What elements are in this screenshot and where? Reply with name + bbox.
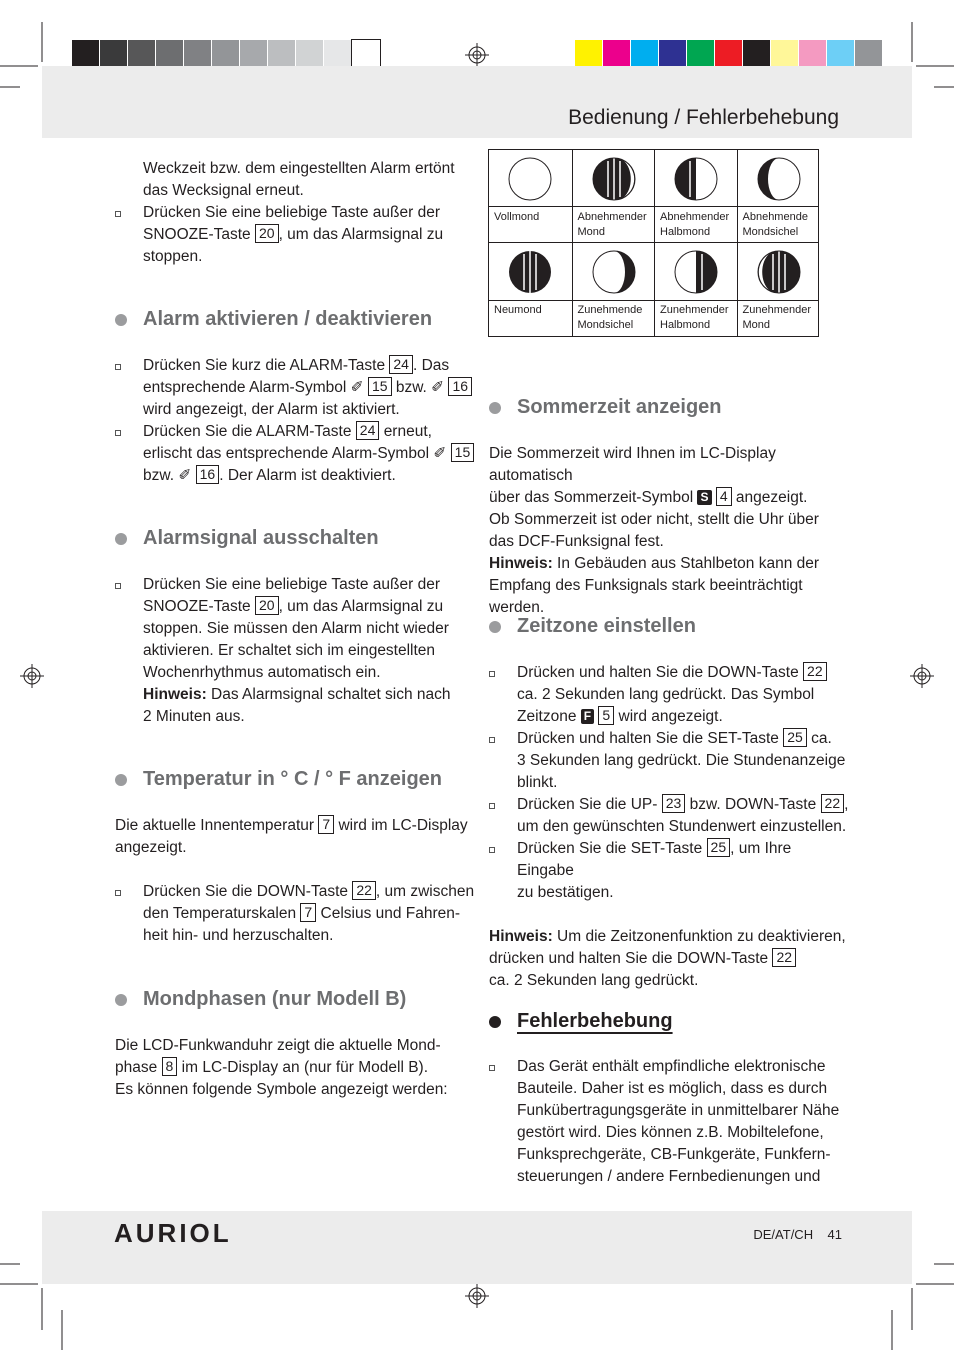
moon-phase-cell (572, 243, 655, 337)
section-heading-temperature: Temperatur in ° C / ° F anzeigen (115, 768, 442, 791)
list-item: Drücken Sie die UP- 23 bzw. DOWN-Taste 22 , um den gewünschten Stundenwert einzustellen. (489, 794, 849, 838)
summer-text: Die Sommerzeit wird Ihnen im LC-Display automatisch über das Sommerzeit-Symbol S 4 angezeigt. Ob Sommerzeit ist oder nicht, stellt die Uhr über das DCF-Funksignal fest. Hinweis: In Gebäuden aus Stahlbeton kann der Empfang des Funksignals stark beeinträchtigt werden. (489, 445, 820, 616)
list-item: Drücken Sie kurz die ALARM-Taste 24 . Das entsprechende Alarm-Symbol ✐ 15 bzw. ✐ 16 wird angezeigt, der Alarm ist aktiviert. (115, 355, 475, 421)
moon-phase-cell (489, 243, 572, 337)
list-item: Drücken Sie die DOWN-Taste 22 , um zwischen den Temperaturskalen 7 Celsius und Fahren- heit hin- und herzuschalten. (115, 881, 475, 947)
section-heading-timezone: Zeitzone einstellen (489, 615, 696, 638)
bullet-icon (115, 583, 121, 589)
moon-phase-label: Abnehmende Mondsichel (742, 211, 808, 238)
color-swatch (715, 40, 743, 69)
page-title: Bedienung / Fehlerbehebung (568, 106, 839, 129)
ref-box: 20 (255, 224, 279, 243)
color-swatch (771, 40, 799, 69)
moon-wane-half-icon (672, 155, 720, 208)
color-swatch (240, 40, 268, 69)
moon-wane-crescent-icon (755, 155, 803, 208)
section-dot-icon (115, 774, 127, 786)
alarm-bell-icon: ✐ (433, 445, 447, 462)
list-item: Drücken Sie die ALARM-Taste 24 erneut, erlischt das entsprechende Alarm-Symbol ✐ 15 bzw. ✐ 16 . Der Alarm ist deaktiviert. (115, 421, 475, 487)
moon-phase-cell (654, 243, 737, 337)
alarm-bell-icon: ✐ (178, 467, 192, 484)
bullet-icon (115, 364, 121, 370)
brand-logo: AURIOL (114, 1218, 232, 1248)
moon-new-icon (506, 248, 554, 301)
moon-phase-label: Vollmond (494, 211, 540, 223)
registration-mark-bottom (465, 1284, 489, 1308)
temperature-text: Die aktuelle Innentemperatur 7 wird im LC-Display angezeigt. Drücken Sie die DOWN-Taste 22 , um zwischen den Temperaturskalen 7 Celsius und Fahren- heit hin- und herzuschalten. (115, 815, 475, 947)
list-item: Drücken Sie die SET-Taste 25 , um Ihre Eingabe zu bestätigen. (489, 838, 849, 904)
moon-phase-label: Zunehmender Mond (742, 304, 811, 331)
color-swatch (575, 40, 603, 69)
bullet-icon (489, 1065, 495, 1071)
registration-mark-right (910, 664, 934, 688)
color-swatch (855, 40, 883, 69)
section-dot-icon (115, 314, 127, 326)
color-swatch (659, 40, 687, 69)
moon-phase-label: Abnehmender Halbmond (660, 211, 730, 238)
section-dot-icon (115, 533, 127, 545)
registration-mark-top (465, 43, 489, 67)
left-intro: Weckzeit bzw. dem eingestellten Alarm ertönt das Wecksignal erneut. Drücken Sie eine beliebige Taste außer der SNOOZE-Taste 20 , um das Alarmsignal zu stoppen. (115, 158, 475, 268)
color-swatch (631, 40, 659, 69)
moon-phase-label: Zunehmender Halbmond (660, 304, 729, 331)
moon-phase-label: Zunehmende Mondsichel (577, 304, 643, 331)
bullet-icon (489, 671, 495, 677)
page-number: DE/AT/CH 41 (753, 1227, 842, 1242)
moon-wane-gibbous-icon (590, 155, 638, 208)
moon-wax-half-icon (672, 248, 720, 301)
moon-phase-label: Neumond (494, 304, 542, 316)
moon-full-icon (506, 155, 554, 208)
bullet-icon (489, 737, 495, 743)
bullet-icon (115, 211, 121, 217)
list-item: Drücken Sie eine beliebige Taste außer der SNOOZE-Taste 20 , um das Alarmsignal zu stoppen. (115, 202, 475, 268)
color-swatch (743, 40, 771, 69)
color-swatch (296, 40, 324, 69)
bullet-icon (489, 847, 495, 853)
summer-time-icon: S (697, 490, 711, 505)
color-swatch (100, 40, 128, 69)
color-swatch (324, 40, 352, 69)
section-heading-signal: Alarmsignal ausschalten (115, 527, 379, 550)
moon-wax-crescent-icon (590, 248, 638, 301)
alarm-list (115, 355, 475, 487)
section-dot-icon (489, 621, 501, 633)
timezone-list: Drücken und halten Sie die DOWN-Taste 22 ca. 2 Sekunden lang gedrückt. Das Symbol Zeitzone F 5 wird angezeigt. Drücken und halten Sie die SET-Taste 25 ca. 3 Sekunden lang gedrückt. Die Stundenanzeige blinkt. Drücken Sie die UP- 23 bzw. DOWN-Taste 22 , um den gewünschten Stundenwert einzustellen. Drücken Sie die SET-Taste 25 , um Ihre Eingabe zu bestätigen. Hinweis: Um die Zeitzonenfunktion zu deaktivieren, drücken und halten Sie die DOWN-Taste 22 ca. 2 Sekunden lang gedrückt. (489, 663, 849, 989)
color-swatch (687, 40, 715, 69)
section-heading-moon: Mondphasen (nur Modell B) (115, 988, 406, 1011)
section-dot-icon (489, 402, 501, 414)
color-swatch (184, 40, 212, 69)
color-swatch (212, 40, 240, 69)
section-heading-error: Fehlerbehebung (489, 1010, 673, 1033)
moon-phase-cell (654, 150, 737, 242)
alarm-bell-icon: ✐ (431, 379, 445, 396)
moon-phase-table (488, 149, 819, 337)
section-dot-icon (115, 994, 127, 1006)
section-dot-icon (489, 1016, 501, 1028)
moon-wax-gibbous-icon (755, 248, 803, 301)
bullet-icon (489, 803, 495, 809)
timezone-icon: F (581, 709, 594, 724)
moon-phase-cell (737, 150, 820, 242)
moon-phase-label: Abnehmender Mond (577, 211, 647, 238)
moon-phase-cell (489, 150, 572, 242)
list-item: Drücken und halten Sie die SET-Taste 25 ca. 3 Sekunden lang gedrückt. Die Stundenanzeige blinkt. (489, 728, 849, 794)
error-list (489, 1056, 849, 1188)
list-item: Das Gerät enthält empfindliche elektronische Bauteile. Daher ist es möglich, dass es durch Funkübertragungsgeräte in unmittelbarer Nähe gestört wird. Dies können z.B. Mobiltelefone, Funksprechgeräte, CB-Funkgeräte, Funkfern- steuerungen / andere Fernbedienungen und (489, 1056, 849, 1188)
color-swatch (128, 40, 156, 69)
registration-mark-left (20, 664, 44, 688)
color-swatch (156, 40, 184, 69)
moon-text: Die LCD-Funkwanduhr zeigt die aktuelle Mond- phase 8 im LC-Display an (nur für Modell B). Es können folgende Symbole angezeigt werden: (115, 1037, 448, 1098)
moon-phase-cell (737, 243, 820, 337)
signal-list (115, 574, 475, 728)
color-swatch (603, 40, 631, 69)
moon-phase-cell (572, 150, 655, 242)
color-swatch (827, 40, 855, 69)
section-heading-alarm: Alarm aktivieren / deaktivieren (115, 308, 432, 331)
color-swatch (799, 40, 827, 69)
color-swatch (72, 40, 100, 69)
list-item: Drücken und halten Sie die DOWN-Taste 22 ca. 2 Sekunden lang gedrückt. Das Symbol Zeitzone F 5 wird angezeigt. (489, 662, 849, 728)
bullet-icon (115, 890, 121, 896)
list-item: Drücken Sie eine beliebige Taste außer der SNOOZE-Taste 20 , um das Alarmsignal zu stoppen. Sie müssen den Alarm nicht wieder aktivieren. Er schaltet sich im eingestellten Wochenrhythmus automatisch ein. Hinweis: Das Alarmsignal schaltet sich nach 2 Minuten aus. (115, 574, 475, 728)
color-swatch (352, 40, 380, 69)
color-swatch (268, 40, 296, 69)
bullet-icon (115, 430, 121, 436)
alarm-bell-icon: ✐ (350, 379, 364, 396)
section-heading-summer: Sommerzeit anzeigen (489, 396, 722, 419)
